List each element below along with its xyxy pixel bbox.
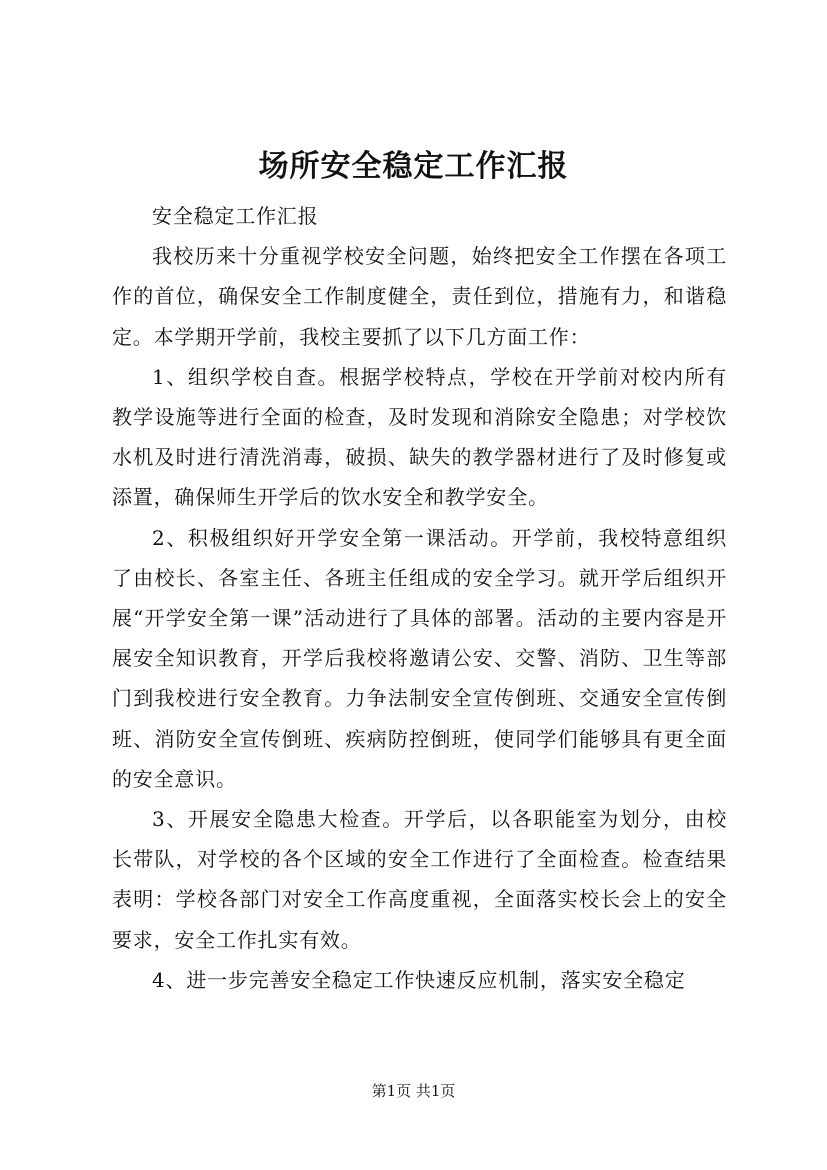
page-footer: 第1页 共1页 xyxy=(371,1082,456,1100)
paragraph-item-3: 3、开展安全隐患大检查。开学后，以各职能室为划分，由校长带队，对学校的各个区域的安全工作进行了全面检查。检查结果表明：学校各部门对安全工作高度重视，全面落实校长会上的安全要求，安全工作扎实有效。 xyxy=(112,807,727,952)
paragraph-item-2: 2、积极组织好开学安全第一课活动。开学前，我校特意组织了由校长、各室主任、各班主任组成的安全学习。就开学后组织开展“开学安全第一课”活动进行了具体的部署。活动的主要内容是开展安全知识教育，开学后我校将邀请公安、交警、消防、卫生等部门到我校进行安全教育。力争法制安全宣传倒班、交通安全宣传倒班、消防安全宣传倒班、疾病防控倒班，使同学们能够具有更全面的安全意识。 xyxy=(112,525,727,791)
paragraph-item-1: 1、组织学校自查。根据学校特点，学校在开学前对校内所有教学设施等进行全面的检查，及时发现和消除安全隐患；对学校饮水机及时进行清洗消毒，破损、缺失的教学器材进行了及时修复或添置，确保师生开学后的饮水安全和教学安全。 xyxy=(112,364,727,510)
paragraph-item-4: 4、进一步完善安全稳定工作快速反应机制，落实安全稳定 xyxy=(152,967,686,992)
paragraph-intro: 我校历来十分重视学校安全问题，始终把安全工作摆在各项工作的首位，确保安全工作制度健全，责任到位，措施有力，和谐稳定。本学期开学前，我校主要抓了以下几方面工作： xyxy=(112,244,727,349)
document-body xyxy=(112,196,727,1000)
document-title: 场所安全稳定工作汇报 xyxy=(258,149,569,184)
paragraph-subtitle: 安全稳定工作汇报 xyxy=(152,204,319,228)
